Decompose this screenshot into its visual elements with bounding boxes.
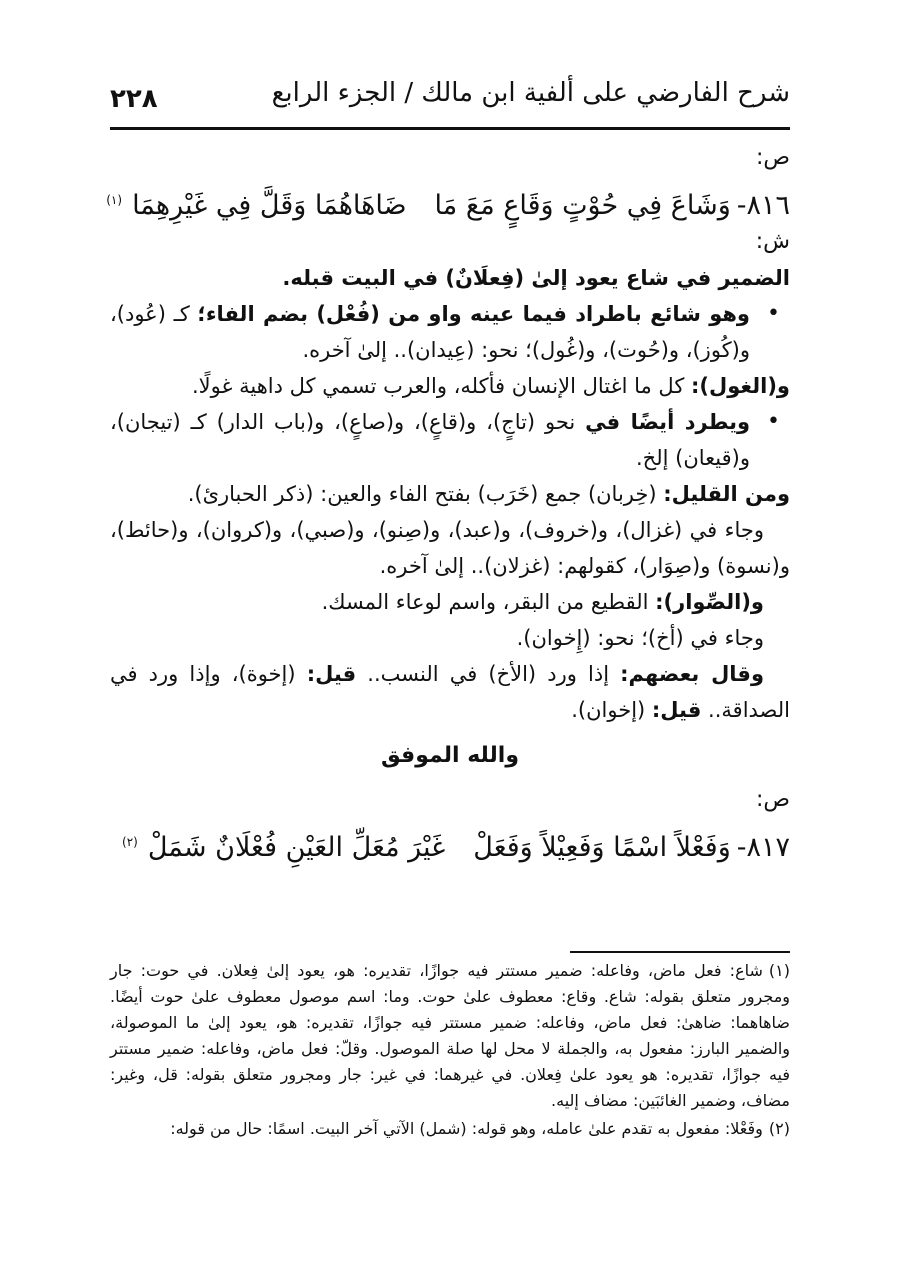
verse-816 (106, 176, 790, 224)
footnote-ref[interactable]: (٢) (122, 835, 138, 849)
text: (إخوة)، وإذا ورد في الصداقة.. (110, 662, 790, 722)
running-title: شرح الفارضي على ألفية ابن مالك / الجزء الرابع (271, 78, 790, 108)
text: إذا ورد (الأخ) في النسب.. (356, 662, 621, 686)
footnote (110, 1116, 790, 1142)
commentary-label: ش: (755, 229, 790, 254)
closing-phrase: والله الموفق (380, 743, 520, 768)
text: نحو (تاجٍ)، و(قاعٍ)، و(صاعٍ)، و(باب الدار) كـ (تيجان)، و(قيعان) إلخ. (110, 410, 750, 470)
text: كـ (عُود)، و(كُوز)، و(حُوت)، و(غُول)؛ نحو: (عِيدان).. إلىٰ آخره. (110, 302, 750, 362)
verse-hemistich-2: ضَاهَاهُمَا وَقَلَّ فِي غَيْرِهِمَا (132, 190, 407, 221)
text: كل ما اغتال الإنسان فأكله، والعرب تسمي كل داهية غولًا. (191, 374, 692, 398)
bullet-item (110, 296, 750, 368)
bold-term: ومن القليل: (663, 482, 790, 506)
footnote (110, 958, 790, 1114)
text: (خِربان) جمع (خَرَب) بفتح الفاء والعين: (ذكر الحبارئ). (187, 482, 664, 506)
bullet-item (110, 404, 750, 476)
paragraph (110, 476, 790, 512)
text-label: ص: (755, 787, 790, 812)
bold-term: قيل: (306, 662, 357, 686)
paragraph: وجاء في (أخ)؛ نحو: (إِخوان). (516, 626, 764, 650)
main-content (106, 140, 790, 866)
header-rule (110, 127, 790, 130)
bullet-list (110, 296, 790, 368)
footnote-text: شاع: فعل ماض، وفاعله: ضمير مستتر فيه جوازًا، تقديره: هو، يعود إلىٰ فِعلان. في حوت: جار ومجرور متعلق بقوله: شاع. وقاع: معطوف علىٰ حوت. وما: اسم موصول معطوف علىٰ حوت أيضًا. ضاهاهما: ضاهىٰ: فعل ماض، وفاعله: ضمير مستتر فيه جوازًا، تقديره: هو، يعود إلىٰ ما الموصولة، والضمير البارز: مفعول به، والجملة لا محل لها صلة الموصول. وقلّ: فعل ماض، وفاعله: ضمير مستتر فيه جوازًا، تقديره: هو يعود علىٰ فِعلان. في غيرهما: في غير: جار ومجرور متعلق بقوله: قل، وغير: مضاف، وضمير الغائبَين: مضاف إليه. (110, 961, 790, 1110)
bold-term: و(الغول): (691, 374, 790, 398)
paragraph (110, 368, 790, 404)
bold-term: وقال بعضهم: (620, 662, 764, 686)
page-header (110, 78, 790, 120)
footnotes (110, 958, 790, 1144)
paragraph: الضمير في شاع يعود إلىٰ (فِعلَانٌ) في البيت قبله. (282, 266, 790, 290)
bold-term: قيل: (651, 698, 702, 722)
verse-hemistich-2: غَيْرَ مُعَلِّ العَيْنِ فُعْلَانٌ شَمَلْ (147, 832, 446, 863)
bold-text: ويطرد أيضًا في (585, 410, 751, 434)
text-label: ص: (755, 145, 790, 170)
text: (إخوان). (571, 698, 652, 722)
verse-817 (110, 818, 790, 866)
footnote-rule (570, 951, 790, 953)
paragraph (110, 584, 790, 620)
text: القطيع من البقر، واسم لوعاء المسك. (321, 590, 656, 614)
verse-hemistich-1: وَشَاعَ فِي حُوْتٍ وَقَاعٍ مَعَ مَا (434, 190, 731, 221)
footnote-text: وفَعْلا: مفعول به تقدم علىٰ عامله، وهو قوله: (شمل) الآتي آخر البيت. اسمًا: حال من قوله: (170, 1119, 763, 1138)
bold-term: و(الصِّوار): (655, 590, 764, 614)
verse-number: ٨١٧- (736, 832, 790, 863)
bold-text: وهو شائع باطراد فيما عينه واو من (فُعْل) بضم الفاء؛ (197, 302, 750, 326)
bullet-list (110, 404, 790, 476)
footnote-ref[interactable]: (١) (106, 193, 123, 207)
verse-number: ٨١٦- (736, 190, 790, 221)
page-number: ٢٢٨ (110, 84, 158, 114)
footnote-number: (٢) (768, 1119, 790, 1138)
verse-hemistich-1: وَفَعْلاً اسْمًا وَفَعِيْلاً وَفَعَلْ (473, 832, 731, 863)
paragraph (110, 656, 790, 728)
footnote-number: (١) (768, 961, 790, 980)
paragraph: وجاء في (غزال)، و(خروف)، و(عبد)، و(صِنو)، و(صبي)، و(كروان)، و(حائط)، و(نسوة) و(صِوَار)، كقولهم: (غزلان).. إلىٰ آخره. (110, 518, 790, 578)
